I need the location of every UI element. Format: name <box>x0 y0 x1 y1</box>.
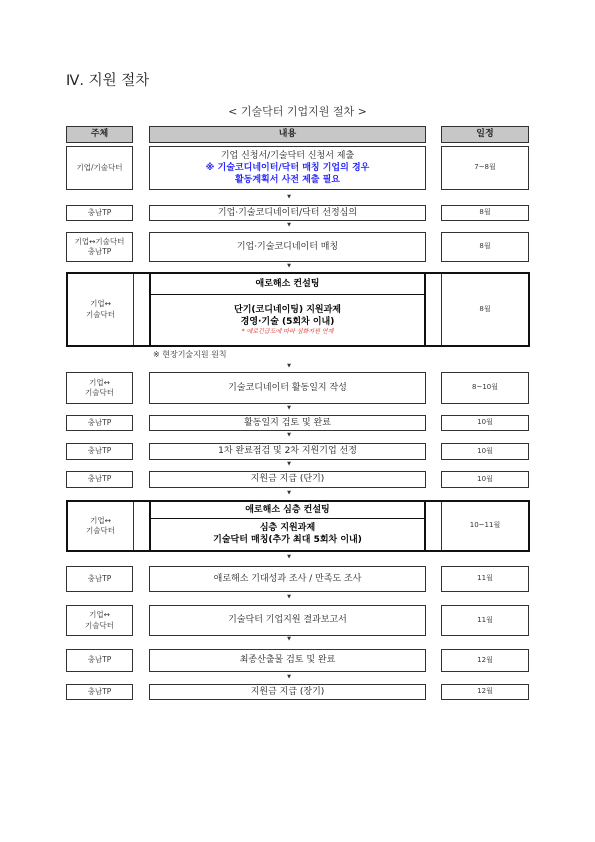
deep-consulting-line: 기술닥터 매칭(추가 최대 5회차 이내) <box>213 535 362 546</box>
down-arrow-icon: ▼ <box>287 263 291 269</box>
subject-cell <box>66 146 133 190</box>
down-arrow-icon: ▼ <box>287 636 291 642</box>
content-cell: 지원금 지급 (장기) <box>149 684 426 700</box>
header-subject: 주체 <box>66 126 133 143</box>
subject-cell: 충남TP <box>66 443 133 460</box>
down-arrow-icon: ▼ <box>287 363 291 369</box>
subject-text: 기업↔ <box>89 610 110 620</box>
consulting-detail <box>151 294 424 345</box>
deep-consulting-title: 애로해소 심층 컨설팅 <box>245 504 330 515</box>
subject-cell <box>66 232 133 262</box>
down-arrow-icon: ▼ <box>287 222 291 228</box>
subject-text: 기술닥터 <box>86 309 115 319</box>
subject-cell <box>66 372 133 404</box>
header-schedule: 일정 <box>441 126 529 143</box>
content-cell: 기술닥터 기업지원 결과보고서 <box>149 605 426 636</box>
subject-cell <box>68 274 134 345</box>
consulting-line: 경영·기술 (5회차 이내) <box>240 316 335 327</box>
subject-text: 기업/기술닥터 <box>76 162 123 172</box>
down-arrow-icon: ▼ <box>287 461 291 467</box>
schedule-cell: 10~11월 <box>441 502 528 550</box>
schedule-cell: 11월 <box>441 566 529 592</box>
schedule-cell: 12월 <box>441 684 529 700</box>
subject-cell: 충남TP <box>66 566 133 592</box>
subject-text: 기업↔ <box>90 515 111 525</box>
subject-cell: 충남TP <box>66 471 133 488</box>
subject-text: 기술닥터 <box>85 388 114 397</box>
deep-consulting-content <box>149 500 426 552</box>
subject-cell: 충남TP <box>66 684 133 700</box>
down-arrow-icon: ▼ <box>287 554 291 560</box>
consulting-note: * 애로긴급도에 따라 심화지원 연계 <box>241 328 334 336</box>
subject-cell: 충남TP <box>66 205 133 221</box>
content-cell: 최종산출물 검토 및 완료 <box>149 649 426 672</box>
consulting-content <box>149 272 426 347</box>
schedule-cell: 10월 <box>441 415 529 431</box>
schedule-cell: 12월 <box>441 649 529 672</box>
highlight-text: 활동계획서 사전 제출 필요 <box>234 175 341 186</box>
content-cell: 기업·기술코디네이터/닥터 선정심의 <box>149 205 426 221</box>
subject-text: 충남TP <box>87 247 112 256</box>
subject-text: 기술닥터 <box>86 526 115 535</box>
schedule-cell: 8월 <box>441 232 529 262</box>
schedule-cell: 10월 <box>441 471 529 488</box>
content-cell: 1차 완료점검 및 2차 지원기업 선정 <box>149 443 426 460</box>
schedule-cell: 10월 <box>441 443 529 460</box>
down-arrow-icon: ▼ <box>287 674 291 680</box>
flow-subtitle: < 기술닥터 기업지원 절차 > <box>228 105 367 118</box>
content-cell <box>149 146 426 190</box>
subject-cell <box>66 605 133 636</box>
deep-consulting-line: 심층 지원과제 <box>259 523 316 534</box>
consulting-title: 애로해소 컨설팅 <box>255 278 320 289</box>
subject-text: 기업↔기술닥터 <box>74 236 125 246</box>
subject-text: 기업↔ <box>89 377 110 387</box>
schedule-cell: 8월 <box>441 274 528 345</box>
down-arrow-icon: ▼ <box>287 594 291 600</box>
header-content: 내용 <box>149 126 426 143</box>
content-cell: 지원금 지급 (단기) <box>149 471 426 488</box>
content-cell: 활동일지 검토 및 완료 <box>149 415 426 431</box>
schedule-cell: 11월 <box>441 605 529 636</box>
schedule-cell: 7~8월 <box>441 146 529 190</box>
content-cell: 기술코디네이터 활동일지 작성 <box>149 372 426 404</box>
consulting-line: 단기(코디네이팅) 지원과제 <box>234 304 341 315</box>
subject-cell <box>68 502 134 550</box>
subject-cell: 충남TP <box>66 649 133 672</box>
content-text: 기업 신청서/기술닥터 신청서 제출 <box>220 150 355 161</box>
content-cell: 애로해소 기대성과 조사 / 만족도 조사 <box>149 566 426 592</box>
subject-text: 기업↔ <box>90 299 111 309</box>
down-arrow-icon: ▼ <box>287 490 291 496</box>
down-arrow-icon: ▼ <box>287 194 291 200</box>
deep-consulting-detail <box>151 518 424 550</box>
content-cell: 기업·기술코디네이터 매칭 <box>149 232 426 262</box>
side-note: ※ 현장기술지원 원칙 <box>153 350 227 359</box>
section-title: Ⅳ. 지원 절차 <box>66 73 150 89</box>
highlight-text: ※ 기술코디네이터/닥터 매칭 기업의 경우 <box>205 162 370 173</box>
down-arrow-icon: ▼ <box>287 432 291 438</box>
schedule-cell: 8~10월 <box>441 372 529 404</box>
schedule-cell: 8월 <box>441 205 529 221</box>
subject-cell: 충남TP <box>66 415 133 431</box>
subject-text: 기술닥터 <box>85 620 114 630</box>
down-arrow-icon: ▼ <box>287 405 291 411</box>
